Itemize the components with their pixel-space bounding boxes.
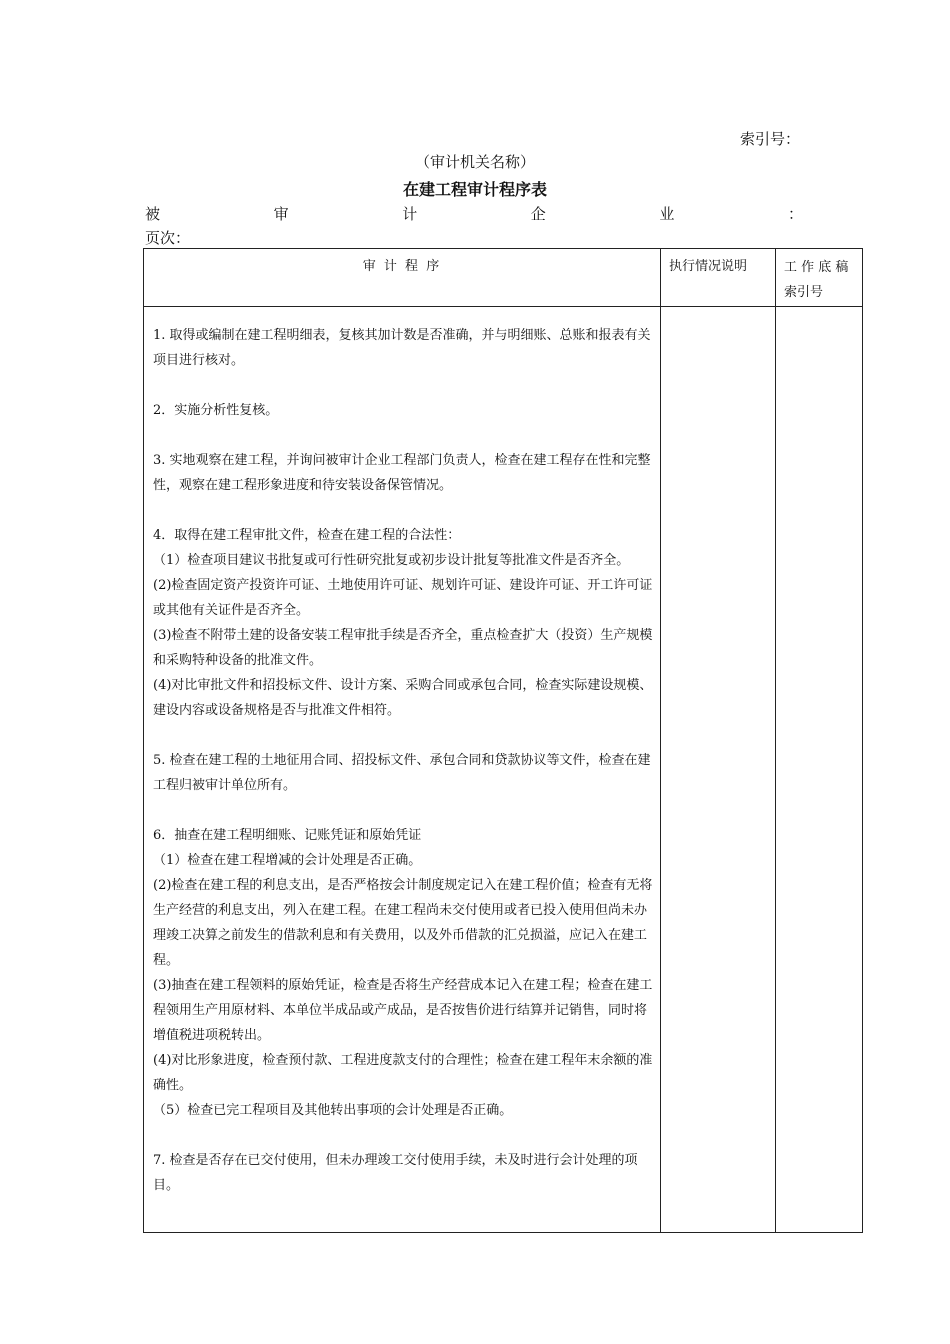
- step-text: 3. 实地观察在建工程，并询问被审计企业工程部门负责人，检查在建工程存在性和完整性，观察在建工程形象进度和待安装设备保管情况。: [153, 453, 651, 493]
- audit-step: [153, 398, 654, 423]
- client-label-char: 计: [402, 205, 418, 223]
- sub-step-text: (4)对比审批文件和招投标文件、设计方案、采购合同或承包合同，检查实际建设规模、建设内容或设备规格是否与批准文件相符。: [153, 678, 653, 718]
- client-label-char: 审: [273, 205, 289, 223]
- step-text: 2．实施分析性复核。: [153, 403, 279, 418]
- audit-step: [153, 1148, 654, 1198]
- sub-step-text: (3)检查不附带土建的设备安装工程审批手续是否齐全，重点检查扩大（投资）生产规模和采购特种设备的批准文件。: [153, 628, 653, 668]
- client-label-char: ：: [787, 205, 803, 223]
- client-label-char: 业: [659, 205, 675, 223]
- execution-notes-cell[interactable]: [661, 307, 776, 1233]
- sub-step-text: (4)对比形象进度，检查预付款、工程进度款支付的合理性；检查在建工程年末余额的准确性。: [153, 1053, 653, 1093]
- audit-step: [153, 748, 654, 798]
- column-header-procedure: 审 计 程 序: [144, 249, 661, 307]
- step-text: 7. 检查是否存在已交付使用，但未办理竣工交付使用手续，未及时进行会计处理的项目。: [153, 1153, 638, 1193]
- step-text: 1. 取得或编制在建工程明细表，复核其加计数是否准确，并与明细账、总账和报表有关项目进行核对。: [153, 328, 651, 368]
- sub-step-text: （1）检查在建工程增减的会计处理是否正确。: [153, 853, 422, 868]
- audit-step: [153, 323, 654, 373]
- sub-step-text: (2)检查在建工程的利息支出，是否严格按会计制度规定记入在建工程价值；检查有无将生产经营的利息支出，列入在建工程。在建工程尚未交付使用或者已投入使用但尚未办理竣工决算之前发生的借款利息和有关费用，以及外币借款的汇兑损溢，应记入在建工程。: [153, 878, 653, 968]
- audit-step: [153, 523, 654, 723]
- audited-enterprise-label: [145, 203, 803, 224]
- column-header-workpaper-ref: 工 作 底 稿 索引号: [776, 249, 863, 307]
- page-number-label: 页次：: [145, 229, 191, 247]
- step-text: 6．抽查在建工程明细账、记账凭证和原始凭证: [153, 828, 422, 843]
- column-header-execution: 执行情况说明: [661, 249, 776, 307]
- sub-step-text: （5）检查已完工程项目及其他转出事项的会计处理是否正确。: [153, 1103, 513, 1118]
- sub-step-text: （1）检查项目建议书批复或可行性研究批复或初步设计批复等批准文件是否齐全。: [153, 553, 630, 568]
- audit-program-table: [143, 248, 863, 1233]
- table-row: [144, 307, 863, 1233]
- step-text: 4．取得在建工程审批文件，检查在建工程的合法性：: [153, 528, 461, 543]
- step-text: 5. 检查在建工程的土地征用合同、招投标文件、承包合同和贷款协议等文件，检查在建工程归被审计单位所有。: [153, 753, 651, 793]
- workpaper-ref-cell[interactable]: [776, 307, 863, 1233]
- index-number-label: 索引号：: [740, 130, 801, 148]
- audit-step: [153, 448, 654, 498]
- table-header-row: [144, 249, 863, 307]
- audit-step: [153, 823, 654, 1123]
- audit-org-name: （审计机关名称）: [414, 153, 535, 171]
- client-label-char: 企: [530, 205, 546, 223]
- client-label-char: 被: [145, 205, 161, 223]
- document-title: 在建工程审计程序表: [402, 180, 547, 199]
- sub-step-text: (2)检查固定资产投资许可证、土地使用许可证、规划许可证、建设许可证、开工许可证或其他有关证件是否齐全。: [153, 578, 653, 618]
- sub-step-text: (3)抽查在建工程领料的原始凭证，检查是否将生产经营成本记入在建工程；检查在建工程领用生产用原材料、本单位半成品或产成品，是否按售价进行结算并记销售，同时将增值税进项税转出。: [153, 978, 653, 1043]
- procedure-cell: [144, 307, 661, 1233]
